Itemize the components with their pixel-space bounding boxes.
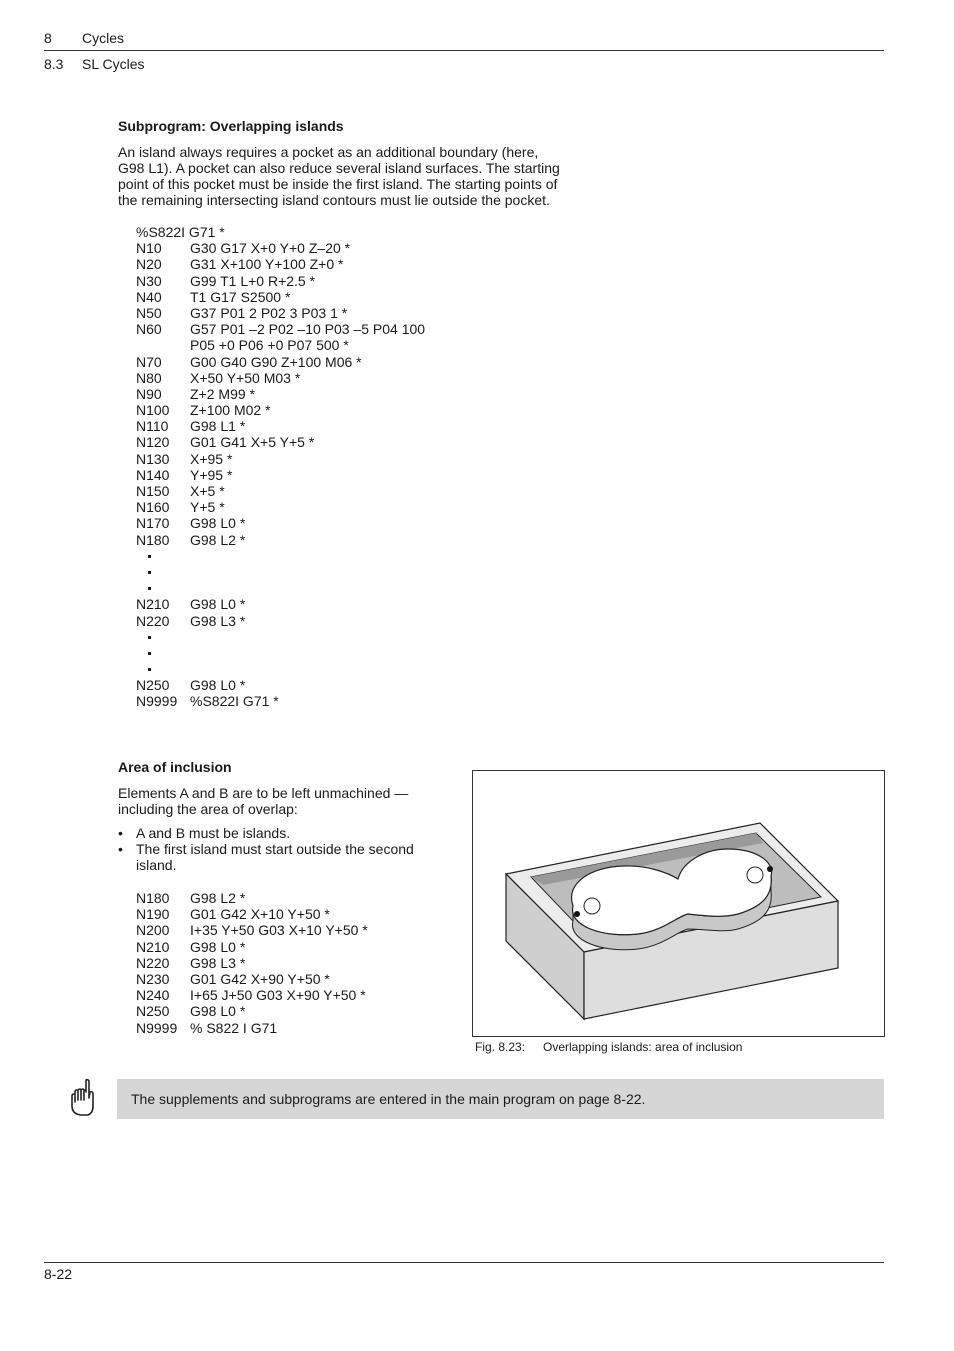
block-number: N220 bbox=[136, 612, 170, 629]
code-line bbox=[136, 499, 466, 515]
block-code: Z+2 M99 * bbox=[190, 385, 255, 402]
paragraph-line: Elements A and B are to be left unmachined — bbox=[118, 785, 409, 801]
block-number: N210 bbox=[136, 596, 170, 613]
paragraph-line: the remaining intersecting island contours must lie outside the pocket. bbox=[118, 192, 550, 208]
code-line bbox=[136, 532, 466, 548]
section2-paragraph bbox=[118, 785, 408, 817]
page-number: 8-22 bbox=[44, 1266, 73, 1282]
code-line bbox=[136, 677, 466, 693]
code-line bbox=[136, 467, 466, 483]
block-number: N70 bbox=[136, 353, 162, 370]
code-line bbox=[136, 434, 466, 450]
code-line bbox=[136, 1020, 466, 1036]
code-line bbox=[136, 240, 466, 256]
code-line bbox=[136, 645, 466, 661]
code-line bbox=[136, 337, 466, 353]
block-code: X+5 * bbox=[190, 483, 225, 499]
code-line bbox=[136, 548, 466, 564]
block-code: G31 X+100 Y+100 Z+0 * bbox=[190, 256, 344, 273]
block-code: G01 G42 X+90 Y+50 * bbox=[190, 970, 330, 987]
ellipsis-dot bbox=[148, 587, 151, 590]
chapter-number: 8 bbox=[44, 30, 52, 46]
block-code: G37 P01 2 P02 3 P03 1 * bbox=[190, 304, 348, 321]
code-line bbox=[136, 289, 466, 305]
block-code: G00 G40 G90 Z+100 M06 * bbox=[190, 353, 362, 370]
block-code: Y+95 * bbox=[190, 466, 233, 483]
section1-heading: Subprogram: Overlapping islands bbox=[118, 118, 344, 134]
block-code: G98 L3 * bbox=[190, 954, 246, 971]
block-code: %S822I G71 * bbox=[190, 693, 279, 710]
block-code: Y+5 * bbox=[190, 499, 225, 516]
paragraph-line: point of this pocket must be inside the first island. The starting points of bbox=[118, 176, 558, 192]
block-number: N200 bbox=[136, 922, 170, 939]
block-number: N40 bbox=[136, 288, 162, 305]
block-number: N220 bbox=[136, 954, 170, 971]
section1-paragraph bbox=[118, 144, 560, 208]
block-number: N140 bbox=[136, 466, 170, 483]
block-number: N250 bbox=[136, 1003, 170, 1020]
code-line bbox=[136, 370, 466, 386]
block-code: Z+100 M02 * bbox=[190, 402, 271, 419]
code-line bbox=[136, 661, 466, 677]
block-code: % S822 I G71 bbox=[190, 1019, 278, 1036]
start-point-a bbox=[574, 911, 580, 917]
code-line bbox=[136, 987, 466, 1003]
code-line bbox=[136, 515, 466, 531]
footer-rule bbox=[44, 1262, 884, 1263]
section2-heading: Area of inclusion bbox=[118, 759, 232, 775]
code-line bbox=[136, 418, 466, 434]
code-line bbox=[136, 564, 466, 580]
ellipsis-dot bbox=[148, 668, 151, 671]
block-code: X+95 * bbox=[190, 450, 233, 467]
note-box bbox=[117, 1079, 884, 1119]
block-code: G98 L0 * bbox=[190, 596, 246, 613]
block-code: G98 L0 * bbox=[190, 1003, 246, 1020]
block-code: G98 L0 * bbox=[190, 515, 246, 532]
code-line-program-start: %S822I G71 * bbox=[136, 224, 225, 240]
block-code: G98 L0 * bbox=[190, 938, 246, 955]
block-number: N110 bbox=[136, 418, 169, 435]
block-number: N230 bbox=[136, 970, 170, 987]
paragraph-line: including the area of overlap: bbox=[118, 801, 298, 817]
figure-overlapping-islands bbox=[472, 770, 885, 1037]
block-code: G98 L3 * bbox=[190, 612, 246, 629]
section2-bullet-list bbox=[118, 825, 448, 873]
block-number: N90 bbox=[136, 385, 162, 402]
code-line bbox=[136, 1003, 466, 1019]
ellipsis-dot bbox=[148, 636, 151, 639]
code-line bbox=[136, 386, 466, 402]
ellipsis-dot bbox=[148, 652, 151, 655]
block-number: N190 bbox=[136, 906, 170, 923]
pointing-hand-icon bbox=[66, 1078, 96, 1118]
start-point-b bbox=[767, 866, 773, 872]
circle-marker-a bbox=[584, 898, 600, 914]
figure-number: Fig. 8.23: bbox=[475, 1040, 526, 1054]
code-line bbox=[136, 890, 466, 906]
ellipsis-dot bbox=[148, 571, 151, 574]
block-number: N9999 bbox=[136, 1019, 178, 1036]
paragraph-line: G98 L1). A pocket can also reduce several island surfaces. The starting bbox=[118, 160, 560, 176]
block-code: G30 G17 X+0 Y+0 Z–20 * bbox=[190, 240, 351, 257]
block-code: G98 L2 * bbox=[190, 531, 246, 548]
block-code: G98 L1 * bbox=[190, 418, 246, 435]
ellipsis-dot bbox=[148, 555, 151, 558]
block-number: N180 bbox=[136, 890, 170, 906]
code-line bbox=[136, 483, 466, 499]
block-number: N60 bbox=[136, 321, 162, 338]
header-rule bbox=[44, 50, 884, 51]
pocket-illustration bbox=[473, 771, 884, 1036]
block-code: I+35 Y+50 G03 X+10 Y+50 * bbox=[190, 922, 368, 939]
block-code: G01 G41 X+5 Y+5 * bbox=[190, 434, 315, 451]
block-code: I+65 J+50 G03 X+90 Y+50 * bbox=[190, 987, 366, 1004]
code-line bbox=[136, 580, 466, 596]
bullet-text: island. bbox=[136, 857, 177, 873]
bullet-text: • A and B must be islands. bbox=[136, 825, 291, 841]
block-number: N20 bbox=[136, 256, 162, 273]
figure-caption: Overlapping islands: area of inclusion bbox=[543, 1040, 743, 1054]
block-code: G98 L2 * bbox=[190, 890, 246, 906]
block-code: G99 T1 L+0 R+2.5 * bbox=[190, 272, 316, 289]
block-number: N180 bbox=[136, 531, 170, 548]
block-number: N80 bbox=[136, 369, 162, 386]
bullet-item bbox=[118, 841, 448, 873]
code-line bbox=[136, 906, 466, 922]
block-code: G57 P01 –2 P02 –10 P03 –5 P04 100 bbox=[190, 321, 426, 338]
code-line bbox=[136, 922, 466, 938]
block-code: X+50 Y+50 M03 * bbox=[190, 369, 301, 386]
code-line bbox=[136, 256, 466, 272]
section2-code-block bbox=[136, 890, 466, 1036]
block-number: N150 bbox=[136, 483, 170, 499]
section1-code-block bbox=[136, 224, 466, 710]
code-line bbox=[136, 451, 466, 467]
block-number: N170 bbox=[136, 515, 170, 532]
note-text: The supplements and subprograms are entered in the main program on page 8-22. bbox=[131, 1091, 646, 1107]
code-line bbox=[136, 596, 466, 612]
code-line bbox=[136, 305, 466, 321]
bullet-item bbox=[118, 825, 448, 841]
chapter-title: Cycles bbox=[82, 30, 125, 46]
block-number: N250 bbox=[136, 677, 170, 694]
block-number: N50 bbox=[136, 304, 162, 321]
paragraph-line: An island always requires a pocket as an additional boundary (here, bbox=[118, 144, 539, 160]
block-number: N160 bbox=[136, 499, 170, 516]
block-number: N10 bbox=[136, 240, 162, 257]
code-line bbox=[136, 629, 466, 645]
code-line bbox=[136, 955, 466, 971]
code-line bbox=[136, 939, 466, 955]
code-line bbox=[136, 613, 466, 629]
code-line bbox=[136, 354, 466, 370]
code-line bbox=[136, 971, 466, 987]
circle-marker-b bbox=[747, 867, 763, 883]
code-line bbox=[136, 321, 466, 337]
code-line bbox=[136, 693, 466, 709]
bullet-text: • The first island must start outside the second bbox=[136, 841, 414, 857]
section-title: SL Cycles bbox=[82, 56, 145, 72]
block-number: N240 bbox=[136, 987, 170, 1004]
block-code: G01 G42 X+10 Y+50 * bbox=[190, 906, 330, 923]
block-code: T1 G17 S2500 * bbox=[190, 288, 291, 305]
block-number: N120 bbox=[136, 434, 170, 451]
block-number: N9999 bbox=[136, 693, 178, 710]
section-number: 8.3 bbox=[44, 56, 64, 72]
block-number: N210 bbox=[136, 938, 170, 955]
code-line bbox=[136, 273, 466, 289]
block-number: N130 bbox=[136, 450, 170, 467]
block-number: N30 bbox=[136, 272, 162, 289]
block-code: G98 L0 * bbox=[190, 677, 246, 694]
block-code: P05 +0 P06 +0 P07 500 * bbox=[190, 337, 349, 354]
block-number: N100 bbox=[136, 402, 170, 419]
code-line bbox=[136, 402, 466, 418]
